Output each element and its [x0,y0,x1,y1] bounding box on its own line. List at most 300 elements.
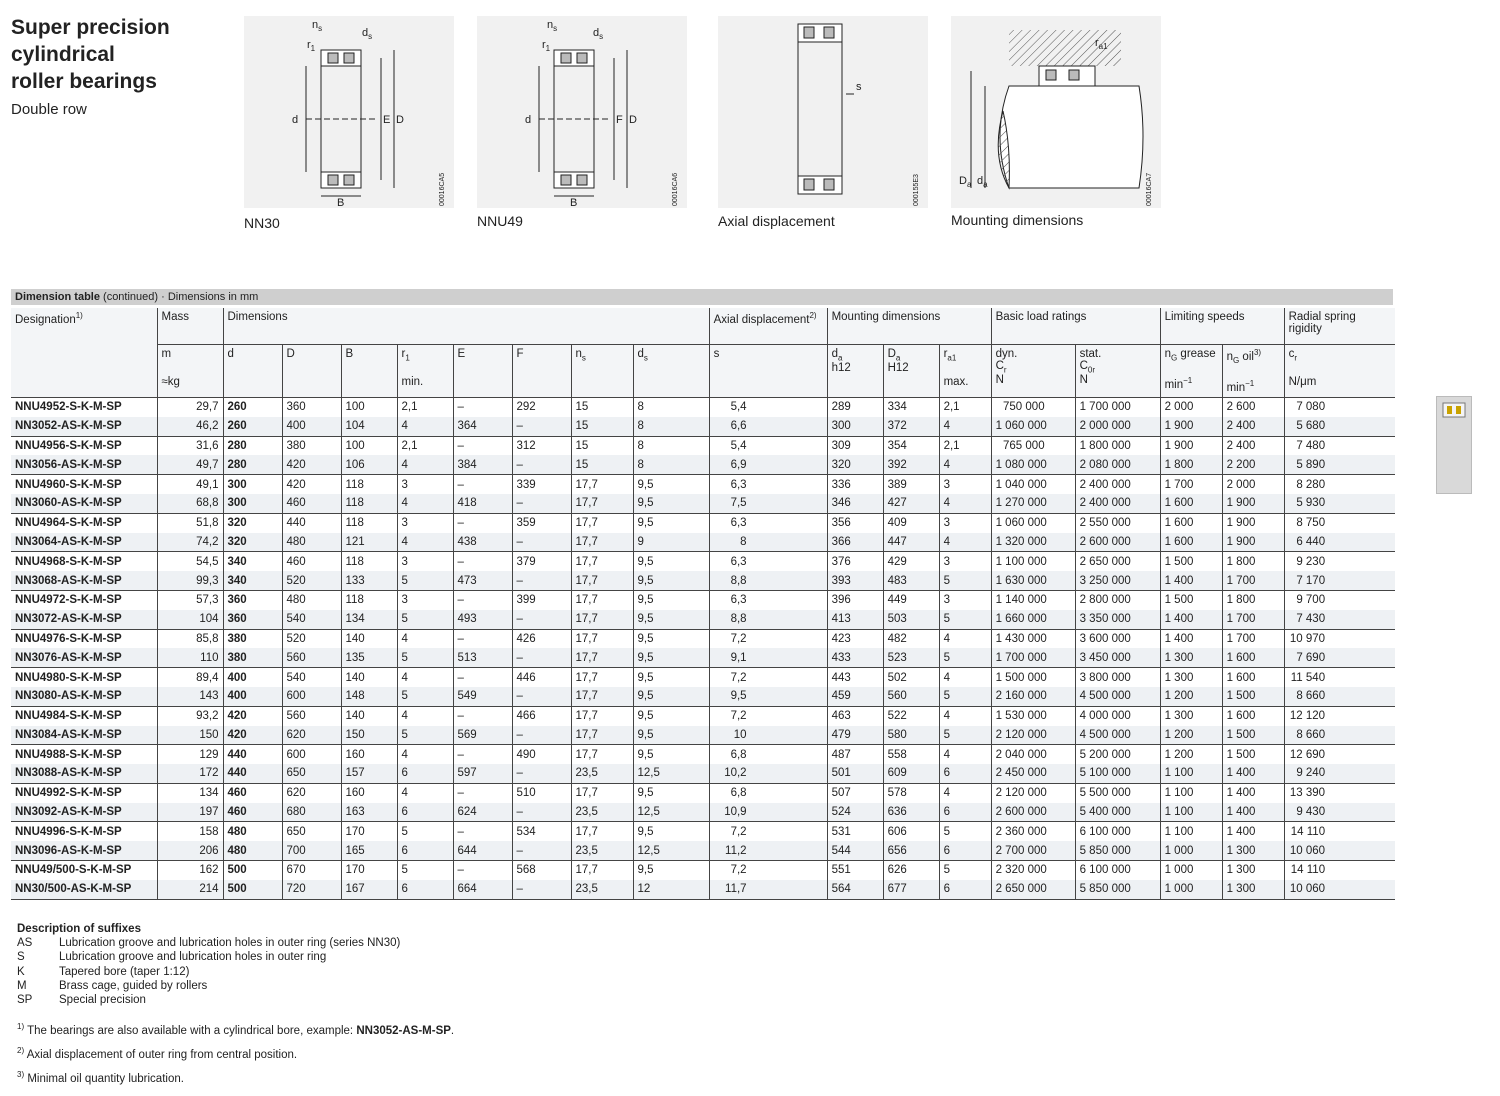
table-cell: 143 [157,687,223,706]
table-cell: 396 [827,590,883,609]
table-cell: 118 [341,590,397,609]
table-cell: 765 000 [991,436,1075,455]
table-cell: 7,2 [709,861,827,880]
mounting-label-Da: $D_a$ [959,175,972,189]
table-cell: 1 000 [1160,861,1222,880]
table-cell: 3 [939,590,991,609]
header-s: s [709,345,827,398]
table-cell: 5 [939,861,991,880]
header-axial-displacement: Axial displacement$^{2)}$ [709,308,827,345]
table-row [11,880,1395,899]
table-cell: 1 500 [1160,552,1222,571]
table-cell: 17,7 [571,745,633,764]
nn30-label-B: B [337,197,345,208]
table-cell: 3 350 000 [1075,610,1160,629]
table-cell: 1 400 [1160,610,1222,629]
table-cell: 13 390 [1284,783,1395,802]
table-cell: 1 660 000 [991,610,1075,629]
table-cell: 1 800 000 [1075,436,1160,455]
table-cell: – [512,764,571,783]
table-cell: 429 [883,552,939,571]
table-cell: 7,2 [709,668,827,687]
caption-axial-displacement: Axial displacement [718,213,835,229]
table-cell: NN3092-AS-K-M-SP [11,803,157,822]
table-row [11,629,1395,648]
table-cell: 650 [282,764,341,783]
table-cell: 292 [512,397,571,416]
table-cell: 1 900 [1160,417,1222,436]
table-cell: 2 160 000 [991,687,1075,706]
table-cell: 5 [397,861,453,880]
table-cell: NNU4960-S-K-M-SP [15,478,122,491]
table-row [11,841,1395,860]
mounting-figure-code: 00016CA7 [1146,172,1153,206]
table-cell: 334 [883,397,939,416]
table-cell: – [453,397,512,416]
table-cell: 3 250 000 [1075,571,1160,590]
table-cell: 5 [939,687,991,706]
table-cell: 1 000 [1160,880,1222,899]
table-cell: 23,5 [571,764,633,783]
table-cell: 473 [453,571,512,590]
table-cell: 4 000 000 [1075,706,1160,725]
table-cell: 3 600 000 [1075,629,1160,648]
table-cell: 560 [883,687,939,706]
table-cell: 5 [939,648,991,667]
table-cell: – [512,610,571,629]
table-cell: NNU4980-S-K-M-SP [15,671,122,684]
table-cell: 480 [282,590,341,609]
table-cell: 4 [397,783,453,802]
table-cell: 8 [709,533,827,552]
table-cell: 157 [341,764,397,783]
table-cell: 6,6 [709,417,827,436]
table-cell: 513 [453,648,512,667]
footnotes [17,1017,454,1088]
table-cell: 14 110 [1284,861,1395,880]
table-cell: 364 [453,417,512,436]
table-cell: 2,1 [939,397,991,416]
table-cell: 2 120 000 [991,726,1075,745]
table-cell: 17,7 [571,494,633,513]
nnu49-label-D: D [629,114,637,126]
table-cell: 11,2 [709,841,827,860]
table-cell: 356 [827,513,883,532]
table-cell: 11,7 [709,880,827,899]
table-cell: 160 [341,783,397,802]
table-cell: 106 [341,455,397,474]
table-cell: 1 400 [1160,629,1222,648]
table-cell: 3 [939,513,991,532]
table-cell: NNU4972-S-K-M-SP [15,594,122,607]
table-cell: 4 [397,455,453,474]
table-cell: 49,7 [157,455,223,474]
page-title [11,14,170,95]
table-cell: 4 [397,706,453,725]
table-cell: 480 [223,841,282,860]
table-cell: 17,7 [571,687,633,706]
table-cell: 1 100 [1160,783,1222,802]
table-cell: 2,1 [939,436,991,455]
table-cell: – [453,513,512,532]
table-cell: 6 [939,803,991,822]
table-cell: 2 400 000 [1075,494,1160,513]
table-cell: 5 [939,822,991,841]
table-cell: NN3096-AS-K-M-SP [11,841,157,860]
table-cell: 560 [282,648,341,667]
table-cell: 17,7 [571,513,633,532]
table-cell: 460 [282,552,341,571]
table-cell: 3 [397,513,453,532]
table-cell: 23,5 [571,880,633,899]
footnote-2: $^{2)}$ Axial displacement of outer ring from central position. [17,1045,298,1061]
table-cell: NNU4992-S-K-M-SP [15,787,122,800]
table-cell: 1 630 000 [991,571,1075,590]
table-cell: – [453,745,512,764]
table-cell: 1 900 [1160,436,1222,455]
table-cell: 5 [939,571,991,590]
table-cell: 8 750 [1284,513,1395,532]
nn30-label-d: d [292,114,299,126]
axial-figure-code: 000155E3 [913,174,920,206]
nnu49-label-B: B [570,197,578,208]
table-cell: 9,5 [633,822,709,841]
footnote-3: $^{3)}$ Minimal oil quantity lubrication. [17,1069,184,1085]
table-cell: 9,5 [633,783,709,802]
table-title-rest: (continued) · Dimensions in mm [99,291,259,303]
table-row [11,822,1395,841]
suffix-row: K Tapered bore (taper 1:12) [17,965,190,978]
header-E: E [453,345,512,398]
table-cell: 1 300 [1160,668,1222,687]
table-cell: 600 [282,687,341,706]
table-cell: 597 [453,764,512,783]
table-cell: 15 [571,417,633,436]
table-cell: 4 [397,533,453,552]
table-cell: 6 [397,764,453,783]
table-cell: 7 480 [1284,436,1395,455]
table-cell: 6 [397,880,453,899]
table-cell: 2 400 000 [1075,475,1160,494]
table-row [11,745,1395,764]
table-cell: 346 [827,494,883,513]
table-cell: 1 800 [1222,590,1284,609]
table-cell: 1 600 [1160,513,1222,532]
table-cell: 4 [939,417,991,436]
table-cell: 502 [883,668,939,687]
table-cell: 440 [223,764,282,783]
table-cell: 443 [827,668,883,687]
table-cell: 320 [827,455,883,474]
table-cell: 463 [827,706,883,725]
table-cell: 5,4 [709,436,827,455]
table-cell: 2 700 000 [991,841,1075,860]
table-row [11,494,1395,513]
table-cell: 5 [397,822,453,841]
table-cell: 400 [282,417,341,436]
table-cell: 9,1 [709,648,827,667]
table-cell: 2 000 000 [1075,417,1160,436]
table-cell: 399 [512,590,571,609]
table-cell: 438 [453,533,512,552]
table-cell: 500 [223,880,282,899]
table-cell: 4 [939,783,991,802]
table-cell: 7,2 [709,629,827,648]
table-cell: 300 [223,475,282,494]
table-cell: 9 240 [1284,764,1395,783]
table-cell: 1 400 [1222,803,1284,822]
table-cell: 9,5 [633,610,709,629]
table-cell: 12 [633,880,709,899]
table-cell: 507 [827,783,883,802]
table-cell: 578 [883,783,939,802]
table-cell: 1 600 [1222,668,1284,687]
header-r1: $r_1$ min. [397,345,453,398]
suffix-row: S Lubrication groove and lubrication holes in outer ring [17,951,327,964]
table-cell: 1 300 [1222,841,1284,860]
table-cell: 7,2 [709,706,827,725]
table-cell: 2 000 [1222,475,1284,494]
table-cell: 2 000 [1160,397,1222,416]
table-cell: 6,9 [709,455,827,474]
table-cell: 17,7 [571,726,633,745]
mounting-label-da: $d_a$ [977,175,988,189]
table-cell: 2 400 [1222,417,1284,436]
table-cell: 5 500 000 [1075,783,1160,802]
table-cell: 9,5 [633,494,709,513]
table-cell: NNU4984-S-K-M-SP [15,710,122,723]
table-row [11,783,1395,802]
table-cell: 2 800 000 [1075,590,1160,609]
table-cell: 1 100 [1160,803,1222,822]
table-cell: 664 [453,880,512,899]
table-cell: 501 [827,764,883,783]
table-cell: 17,7 [571,648,633,667]
table-cell: 680 [282,803,341,822]
table-cell: 7,5 [709,494,827,513]
table-cell: 1 040 000 [991,475,1075,494]
table-cell: 522 [883,706,939,725]
table-row [11,590,1395,609]
header-B: B [341,345,397,398]
table-cell: 359 [512,513,571,532]
table-cell: 2 360 000 [991,822,1075,841]
nnu49-label-ns: $n_s$ [547,19,558,33]
table-cell: 393 [827,571,883,590]
table-cell: NNU4956-S-K-M-SP [15,439,122,452]
table-cell: 14 110 [1284,822,1395,841]
table-cell: 677 [883,880,939,899]
table-cell: – [453,629,512,648]
nn30-label-ns: $n_s$ [312,19,323,33]
table-cell: 1 900 [1222,533,1284,552]
table-cell: NN3076-AS-K-M-SP [11,648,157,667]
table-cell: 135 [341,648,397,667]
table-cell: NNU49/500-S-K-M-SP [15,864,132,877]
table-cell: 206 [157,841,223,860]
table-cell: 6 [939,841,991,860]
table-cell: 85,8 [157,629,223,648]
table-cell: 5 850 000 [1075,880,1160,899]
table-cell: 1 300 [1222,861,1284,880]
table-cell: 750 000 [991,397,1075,416]
table-cell: 6 100 000 [1075,861,1160,880]
table-cell: 2 550 000 [1075,513,1160,532]
side-tab-bearing-icon [1436,396,1472,494]
table-cell: NN3072-AS-K-M-SP [11,610,157,629]
table-cell: NNU4988-S-K-M-SP [15,748,122,761]
mounting-dimensions-diagram [951,16,1161,208]
table-cell: 413 [827,610,883,629]
table-cell: 15 [571,455,633,474]
header-mounting-dimensions: Mounting dimensions [827,308,991,345]
table-cell: 1 600 [1222,706,1284,725]
table-cell: 15 [571,397,633,416]
table-cell: 493 [453,610,512,629]
table-cell: 380 [282,436,341,455]
table-cell: 309 [827,436,883,455]
table-cell: 12,5 [633,841,709,860]
table-cell: 8 [633,436,709,455]
table-cell: 380 [223,629,282,648]
table-cell: 10 060 [1284,841,1395,860]
header-ng-oil: $n_G$ oil$^{3)}$ $\min^{-1}$ [1222,345,1284,398]
table-cell: 17,7 [571,610,633,629]
table-cell: 366 [827,533,883,552]
table-cell: 170 [341,861,397,880]
table-cell: 320 [223,513,282,532]
table-cell: 420 [223,726,282,745]
table-cell: 31,6 [157,436,223,455]
table-cell: 140 [341,668,397,687]
table-cell: 104 [157,610,223,629]
table-cell: – [453,552,512,571]
table-cell: NN3088-AS-K-M-SP [11,764,157,783]
table-cell: 1 300 [1160,648,1222,667]
table-cell: 5 [397,726,453,745]
table-row [11,764,1395,783]
table-cell: 400 [223,668,282,687]
table-cell: 9,5 [633,629,709,648]
table-cell: 2 650 000 [1075,552,1160,571]
table-cell: 620 [282,783,341,802]
table-cell: 520 [282,629,341,648]
table-cell: 17,7 [571,861,633,880]
table-cell: – [512,455,571,474]
table-cell: 446 [512,668,571,687]
table-cell: 260 [223,417,282,436]
table-cell: – [453,475,512,494]
table-cell: 5 100 000 [1075,764,1160,783]
mounting-label-ra1: $r_{a1}$ [1095,37,1108,51]
header-da: $d_a$ h12 [827,345,883,398]
table-cell: 7,2 [709,822,827,841]
header-ds: $d_s$ [633,345,709,398]
table-cell: 49,1 [157,475,223,494]
table-cell: NNU4968-S-K-M-SP [15,555,122,568]
table-cell: 10 060 [1284,880,1395,899]
table-cell: 1 600 [1222,648,1284,667]
table-cell: 459 [827,687,883,706]
table-cell: 9 [633,533,709,552]
table-cell: 487 [827,745,883,764]
table-cell: 17,7 [571,571,633,590]
table-cell: 569 [453,726,512,745]
table-cell: 129 [157,745,223,764]
header-basic-load-ratings: Basic load ratings [991,308,1160,345]
table-cell: 609 [883,764,939,783]
table-cell: 23,5 [571,841,633,860]
table-cell: 172 [157,764,223,783]
table-cell: – [512,726,571,745]
table-row [11,552,1395,571]
table-cell: 720 [282,880,341,899]
table-cell: – [453,668,512,687]
table-cell: 17,7 [571,590,633,609]
table-cell: 479 [827,726,883,745]
table-cell: – [512,494,571,513]
suffix-row: M Brass cage, guided by rollers [17,979,208,992]
table-row [11,513,1395,532]
title-line-1: Super precision [11,16,170,39]
table-cell: 7 690 [1284,648,1395,667]
table-cell: 12,5 [633,764,709,783]
table-cell: 8 [633,397,709,416]
header-dimensions: Dimensions [223,308,709,345]
table-cell: – [512,571,571,590]
table-cell: 564 [827,880,883,899]
table-cell: 354 [883,436,939,455]
table-cell: 162 [157,861,223,880]
table-cell: 440 [282,513,341,532]
table-cell: 2 600 000 [1075,533,1160,552]
table-cell: – [512,417,571,436]
table-cell: 289 [827,397,883,416]
table-row [11,706,1395,725]
table-cell: 379 [512,552,571,571]
table-cell: – [512,880,571,899]
table-cell: 197 [157,803,223,822]
table-cell: 17,7 [571,706,633,725]
table-cell: 500 [223,861,282,880]
table-cell: 68,8 [157,494,223,513]
table-cell: 23,5 [571,803,633,822]
table-cell: 1 700 000 [991,648,1075,667]
table-cell: 300 [223,494,282,513]
table-cell: 376 [827,552,883,571]
table-cell: 10 970 [1284,629,1395,648]
table-cell: 46,2 [157,417,223,436]
table-cell: 1 530 000 [991,706,1075,725]
figure-axial-displacement [718,16,928,208]
table-cell: 624 [453,803,512,822]
table-cell: 423 [827,629,883,648]
table-cell: 3 [397,590,453,609]
table-cell: 9,5 [633,513,709,532]
table-row [11,475,1395,494]
table-cell: 1 600 [1160,494,1222,513]
table-cell: 9 430 [1284,803,1395,822]
table-cell: 100 [341,397,397,416]
table-cell: 1 000 [1160,841,1222,860]
table-cell: 620 [282,726,341,745]
table-cell: 1 700 [1222,629,1284,648]
table-cell: 312 [512,436,571,455]
header-mass: Mass [157,308,223,345]
table-cell: – [512,533,571,552]
table-cell: 8 280 [1284,475,1395,494]
table-cell: 3 [939,552,991,571]
